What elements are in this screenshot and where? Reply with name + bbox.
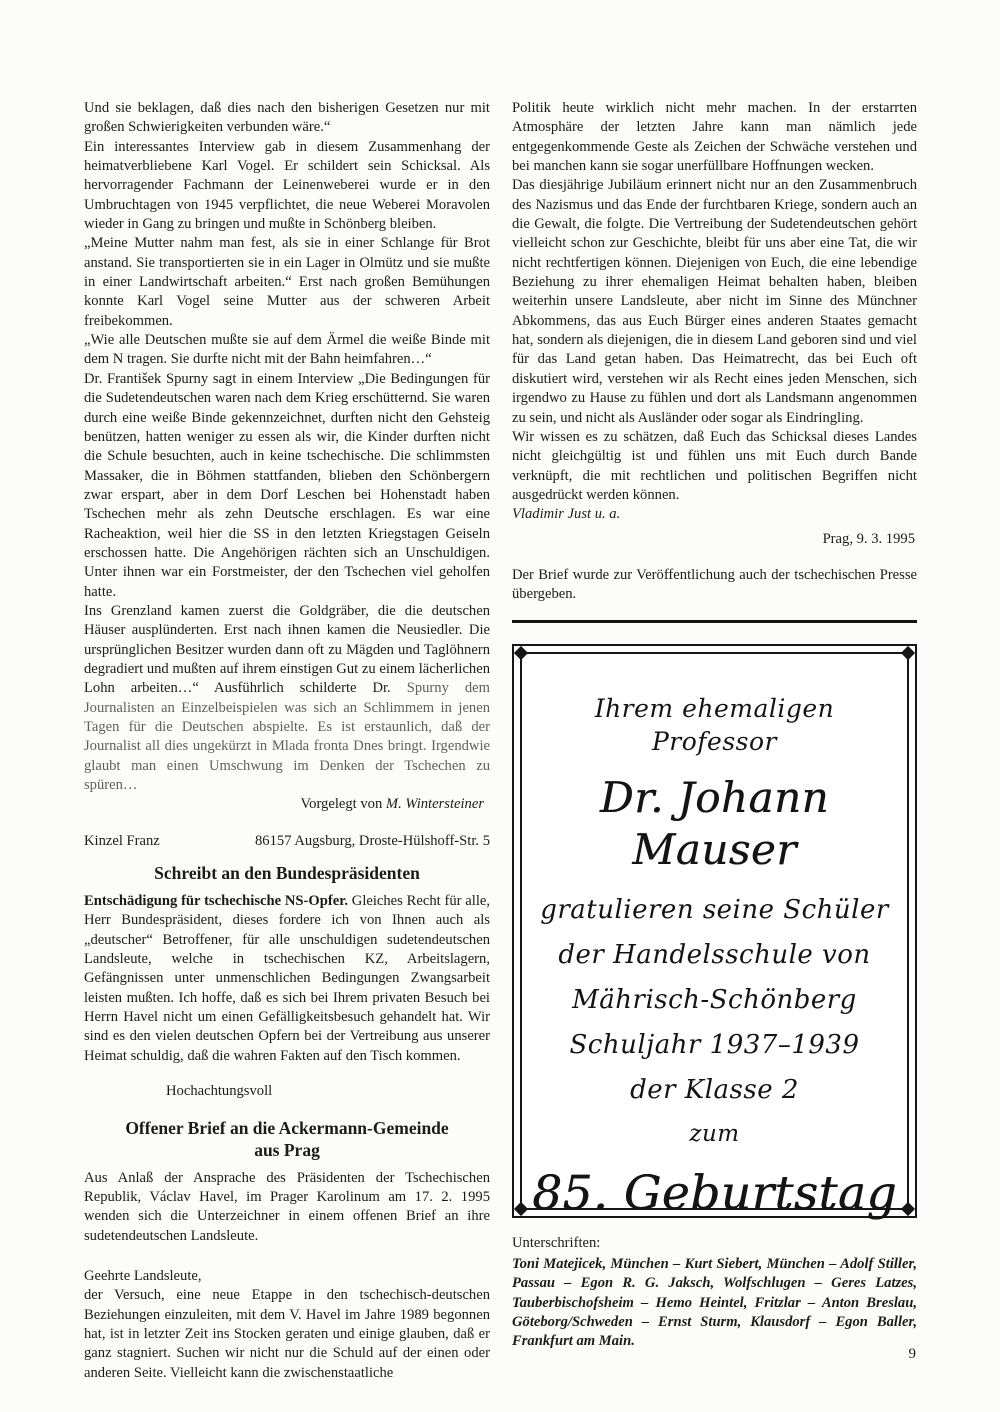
closing-hochachtungsvoll: Hochachtungsvoll	[166, 1083, 273, 1100]
page-number: 9	[908, 1346, 916, 1362]
body-paragraph: Der Brief wurde zur Veröffentlichung auch der tschechischen Presse übergeben.	[512, 566, 917, 603]
sender-name: Kinzel Franz	[84, 832, 160, 849]
birthday-announcement-inner	[520, 652, 909, 1221]
body-paragraph: Dr. František Spurny sagt in einem Interview „Die Bedingungen für die Sudetendeutschen waren nach dem Krieg erschütternd. Sie waren durch eine weiße Binde gekennzeichnet, durften nicht den Gehsteig benützen, hatten weniger zu essen als wir, die Kinder durften nicht die Schule besuchten, auch in keine tschechische. Die schlimmsten Massaker, die in Böhmen stattfanden, blieben den Schönbergern zwar erspart, aber in dem Dorf Leschen bei Hohenstadt haben Tschechen mehr als zehn Deutsche erschlagen. Es war eine Racheaktion, weil hier die SS in den letzten Kriegstagen Geiseln erschossen hatte. Die Angehörigen rächten sich an Unschuldigen. Unter ihnen war ein Forstmeister, der den Tschechen viel geholfen hatte.	[84, 370, 490, 600]
dateline: Prag, 9. 3. 1995	[822, 530, 915, 547]
frame-corner-ornament	[514, 1202, 528, 1216]
body-paragraph: der Versuch, eine neue Etappe in den tschechisch-deutschen Beziehungen einzuleiten, mit dem V. Havel im Jahre 1989 begonnen hat, ist in letzter Zeit ins Stocken geraten und einige glauben, daß er ganz stagniert. Suchen wir nicht nur die Schuld auf der einen oder anderen Seite. Vielleicht kann die zwischenstaatliche	[84, 1287, 490, 1381]
frame-corner-ornament	[901, 1202, 915, 1216]
paragraph-bold-lead: Entschädigung für tschechische NS-Opfer.	[84, 893, 348, 910]
body-paragraph: Und sie beklagen, daß dies nach den bisherigen Gesetzen nur mit großen Schwierigkeiten verbunden wäre.“	[84, 100, 490, 136]
heading-offener-brief	[84, 1117, 490, 1161]
divider-rule	[512, 620, 917, 623]
left-column	[84, 99, 490, 1383]
byline	[84, 795, 490, 814]
birthday-announcement-frame	[512, 644, 917, 1221]
salutation: Geehrte Landsleute,	[84, 1267, 202, 1284]
paragraph-text: Gleiches Recht für alle, Herr Bundespräsident, dieses fordere ich von Ihnen auch als „deutscher“ Betroffener, für alle unschuldigen sudetendeutschen Landsleute, welche in tschechischen KZ, Arbeitslagern, Gefängnissen unter unmenschlichen Bedingungen Zwangsarbeit leisten mußten. Ich hoffe, daß es sich bei Ihrem privaten Besuch bei Herrn Havel nicht um einen Gefälligkeitsbesuch gehandelt hat. Wir sind es den vielen deutschen Opfern bei der Vertreibung aus unserer Heimat schuldig, daß die wahren Fakten auf den Tisch kommen.	[84, 893, 491, 1064]
announcement-line-klasse: der Klasse 2	[630, 1074, 799, 1105]
heading-schreibt-an-den-bundespraesidenten: Schreibt an den Bundespräsidenten	[154, 863, 420, 884]
body-paragraph: Ein interessantes Interview gab in diesem Zusammenhang der heimatverbliebene Karl Vogel. Er schildert sein Schicksal. Als hervorragender Fachmann der Leinenweberei wurde er in den Umbruchtagen von 1945 verpflichtet, die neue Weberei Moravolen wieder in Gang zu bringen und mußte in Schönberg bleiben.	[84, 138, 490, 233]
paragraph-text: Ins Grenzland kamen zuerst die Goldgräber, die die deutschen Häuser ausplünderten. Erst nach ihnen kamen die Neusiedler. Die ursprünglichen Besitzer wurden dann oft zu Mägden und Taglöhnern degradiert und mußten auf ihrem einstigen Gut zu einem lächerlichen Lohn arbeiten…“ Ausführlich schilderte Dr.	[84, 602, 490, 697]
announcement-line-geburtstag: 85. Geburtstag	[532, 1165, 897, 1221]
paragraph-text-faded: Spurny dem Journalisten an Einzelbeispielen was sich an Schlimmem in jenen Tagen für die Deutschen abspielte. Es ist erstaunlich, daß der Journalist all dies ungekürzt in Mlada fronta Dnes bringt. Irgendwie glaubt man einen Umschwung im Denken der Tschechen zu spüren…	[84, 680, 490, 794]
sender-address: 86157 Augsburg, Droste-Hülshoff-Str. 5	[255, 832, 490, 849]
letter-signature: Vladimir Just u. a.	[512, 506, 621, 523]
announcement-line-professor: Ihrem ehemaligen Professor	[594, 693, 835, 756]
announcement-line-schule: der Handelsschule von	[558, 939, 871, 970]
announcement-line-schuljahr: Schuljahr 1937–1939	[569, 1029, 860, 1060]
body-paragraph: Politik heute wirklich nicht mehr machen. In der erstarrten Atmosphäre der letzten Jahre kann man nämlich jede entgegenkommende Geste als Zeichen der Schwäche verstehen und bei manchen kann sie sogar unerfüllbare Hoffnungen wecken.	[512, 100, 917, 175]
body-paragraph: Wir wissen es zu schätzen, daß Euch das Schicksal dieses Landes nicht gleichgültig ist und fühlen uns mit Euch durch Bande verknüpft, die mit rechtlichen und politischen Begriffen nicht ausgedrückt werden können.	[512, 428, 917, 503]
heading-line: aus Prag	[254, 1139, 320, 1160]
signatures-label: Unterschriften:	[512, 1234, 601, 1251]
right-column	[512, 99, 917, 1352]
sender-line	[84, 832, 490, 851]
frame-corner-ornament	[901, 646, 915, 660]
frame-corner-ornament	[514, 646, 528, 660]
body-paragraph: Aus Anlaß der Ansprache des Präsidenten der Tschechischen Republik, Václav Havel, im Prager Karolinum am 17. 2. 1995 wenden sich die Unterzeichner in einem offenen Brief an ihre sudetendeutschen Landsleute.	[84, 1169, 490, 1244]
signatures-text: Toni Matejicek, München – Kurt Siebert, München – Adolf Stiller, Passau – Egon R. G. Jaksch, Wolfschlugen – Geres Latzes, Tauberbischofsheim – Hemo Heintel, Fritzlar – Anton Breslau, Göteborg/Schweden – Ernst Sturm, Klausdorf – Egon Baller, Frankfurt am Main.	[512, 1255, 917, 1350]
announcement-line-ort: Mährisch-Schönberg	[572, 984, 857, 1015]
heading-line: Offener Brief an die Ackermann-Gemeinde	[125, 1117, 449, 1138]
announcement-line-zum: zum	[689, 1120, 740, 1147]
byline-prefix: Vorgelegt von	[300, 796, 386, 813]
byline-author: M. Wintersteiner	[385, 796, 484, 813]
announcement-honoree-name: Dr. Johann Mauser	[599, 772, 830, 874]
body-paragraph	[84, 602, 490, 795]
body-paragraph: Das diesjährige Jubiläum erinnert nicht nur an den Zusammenbruch des Nazismus und das Ende der furchtbaren Kriege, sondern auch an die Gewalt, die folgte. Die Vertreibung der Sudetendeutschen gehört vielleicht schon zur Geschichte, bleibt für uns aber eine Tat, die wir nicht rechtfertigen können. Diejenigen von Euch, die eine lebendige Beziehung zu ihrer ehemaligen Heimat behalten haben, bleiben weiterhin unsere Landsleute, aber nicht im Sinne des Münchner Abkommens, das aus Euch Bürger eines anderen Staates gemacht hat, sondern als diejenigen, die in diesem Land geboren sind und viel für das Land getan haben. Das Heimatrecht, das bei Euch oft diskutiert wird, verstehen wir als Recht eines jeden Menschen, sich irgendwo zu Hause zu fühlen und dort als Landsmann angenommen zu sein, und nicht als Ausländer oder sogar als Eindringling.	[512, 177, 917, 426]
announcement-line-gratulieren: gratulieren seine Schüler	[540, 894, 889, 925]
body-paragraph	[84, 892, 490, 1066]
body-paragraph: „Wie alle Deutschen mußte sie auf dem Ärmel die weiße Binde mit dem N tragen. Sie durfte nicht mit der Bahn heimfahren…“	[84, 332, 490, 368]
body-paragraph: „Meine Mutter nahm man fest, als sie in einer Schlange für Brot anstand. Sie transportierten sie in ein Lager in Olmütz und sie mußte in einer Landwirtschaft arbeiten.“ Erst nach großen Bemühungen konnte Karl Vogel seine Mutter aus der schweren Arbeit freibekommen.	[84, 235, 490, 329]
